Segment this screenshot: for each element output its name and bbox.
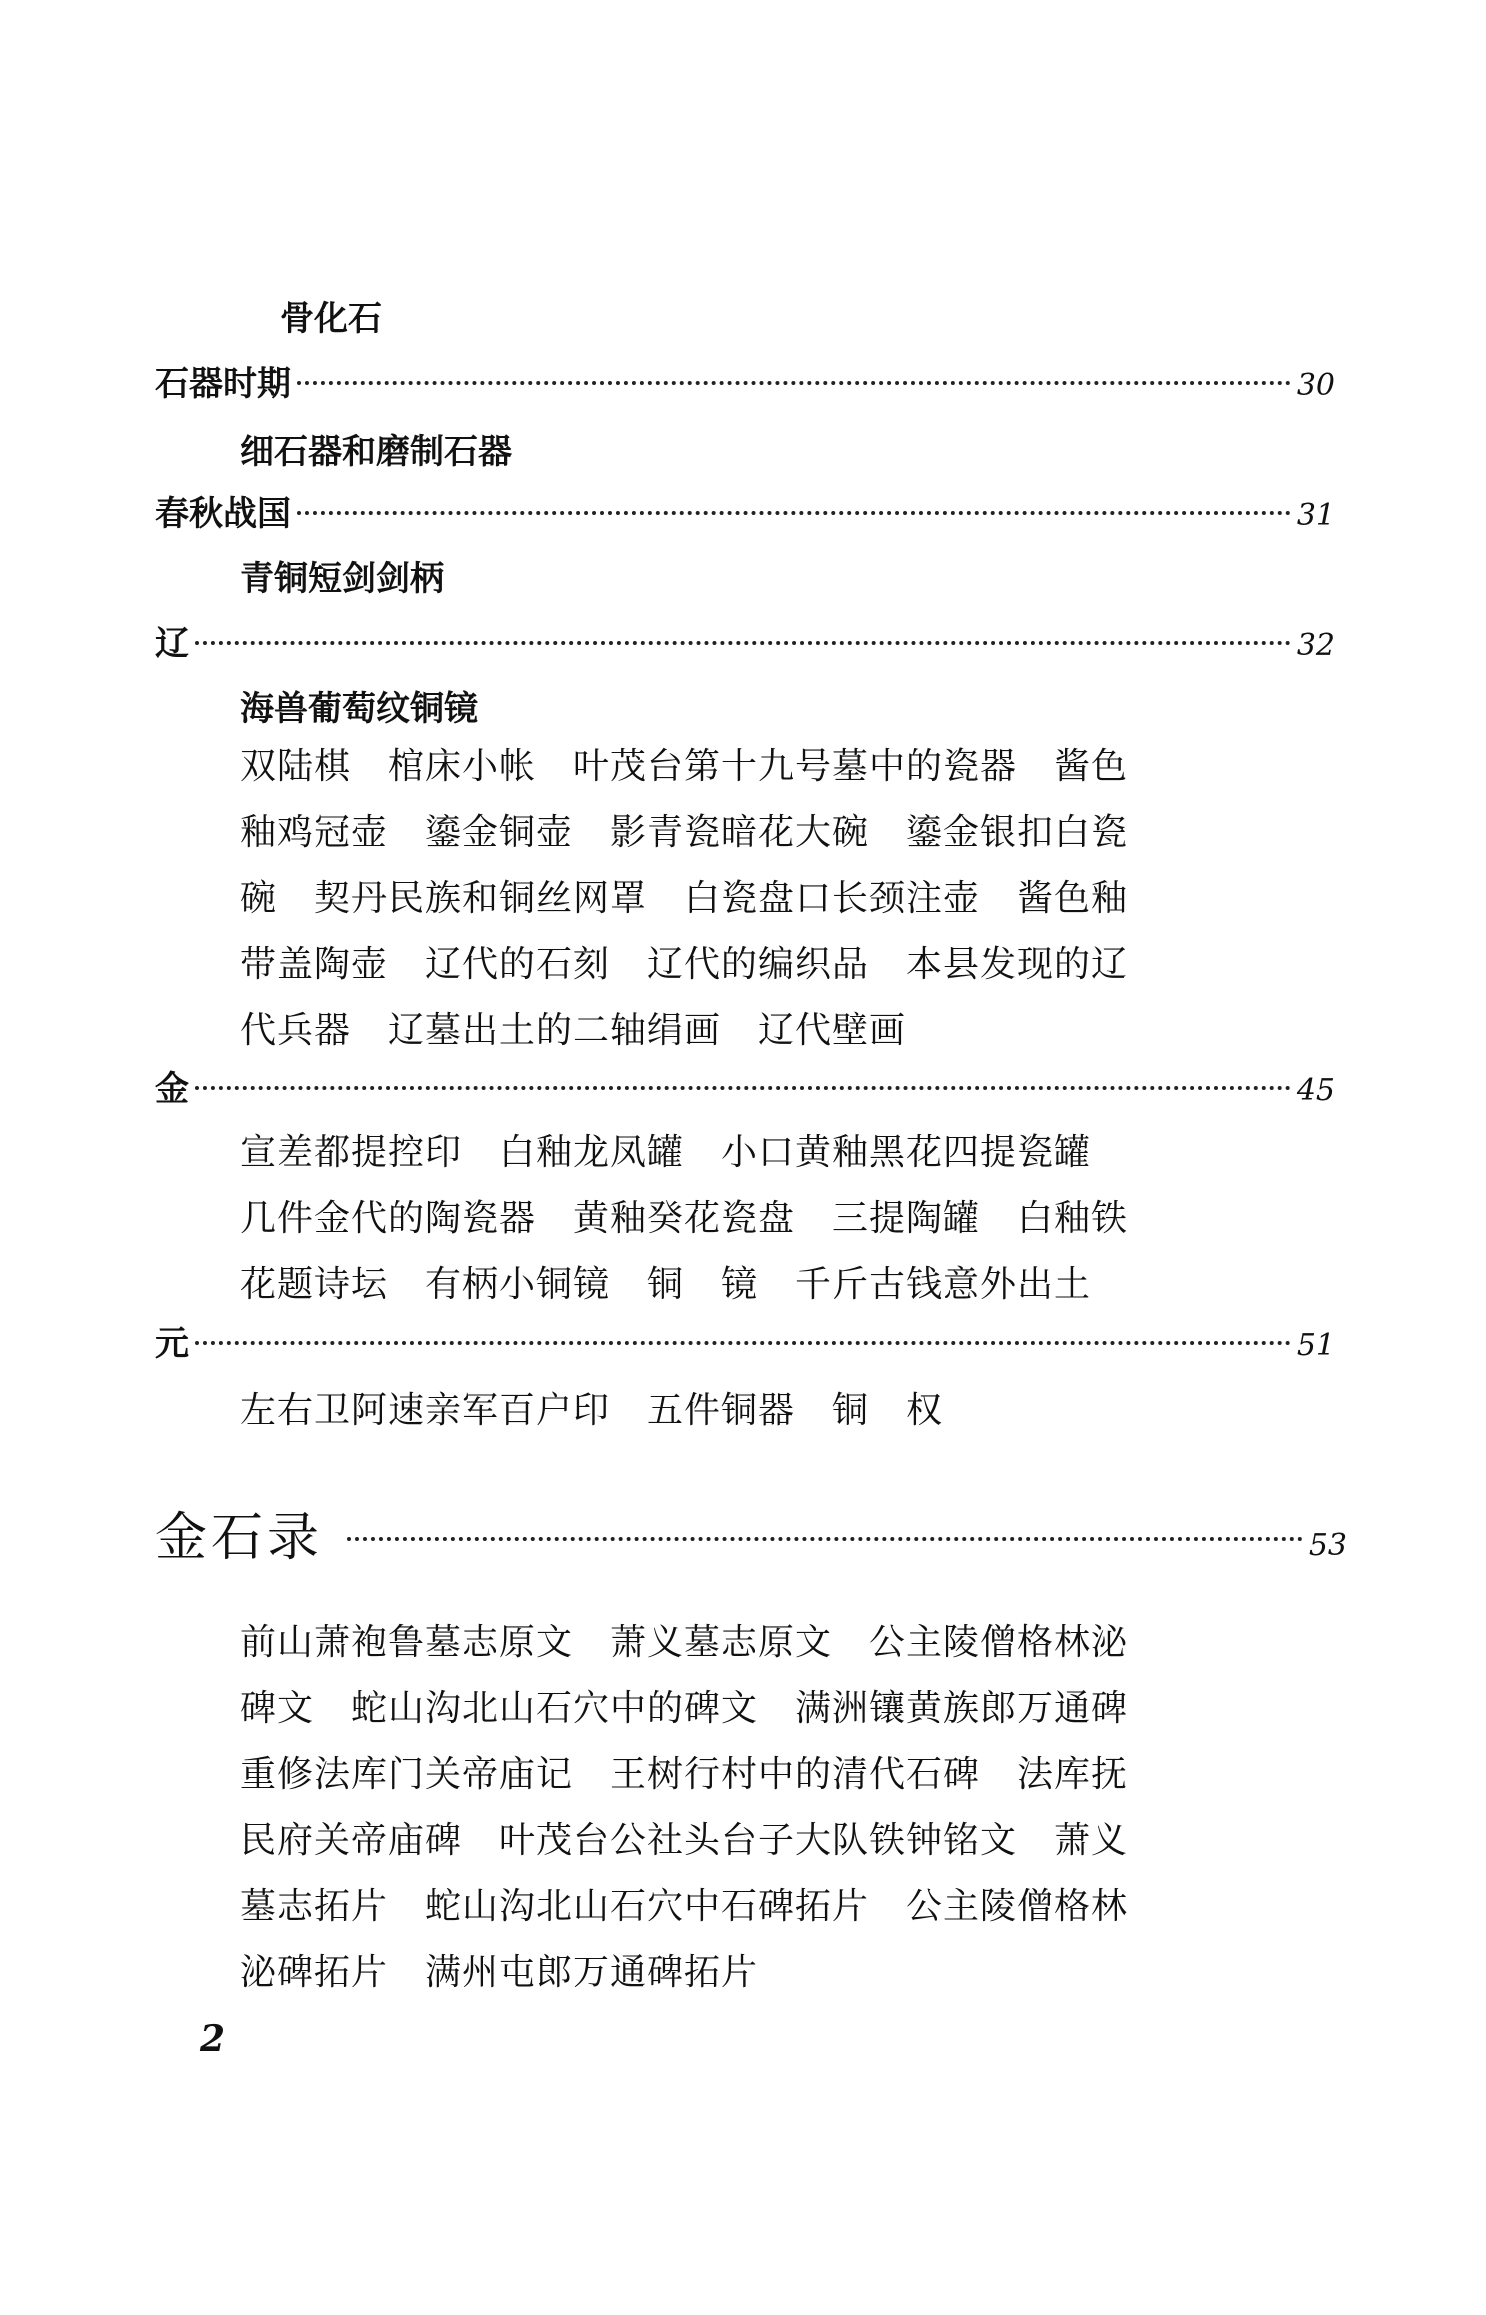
- section-page: 53: [1308, 1528, 1347, 1563]
- dot-leader: [195, 1086, 1291, 1090]
- dot-leader: [347, 1537, 1303, 1541]
- toc-sub-item: 海兽葡萄纹铜镜: [240, 689, 478, 729]
- dot-leader: [195, 1341, 1291, 1345]
- toc-sub-fossil: 骨化石: [280, 299, 382, 339]
- liao-items: [240, 734, 1260, 1064]
- toc-heading: 元: [155, 1324, 189, 1364]
- text-line: 碗 契丹民族和铜丝网罩 白瓷盘口长颈注壶 酱色釉: [240, 878, 1129, 919]
- toc-row-liao: [155, 620, 1335, 668]
- toc-heading: 石器时期: [155, 364, 291, 404]
- text-line: 左右卫阿速亲军百户印 五件铜器 铜 权: [240, 1390, 944, 1431]
- dot-leader: [297, 381, 1291, 385]
- text-line: 墓志拓片 蛇山沟北山石穴中石碑拓片 公主陵僧格林: [240, 1886, 1129, 1927]
- toc-sub-item: 细石器和磨制石器: [240, 432, 512, 472]
- section-items: [240, 1610, 1260, 2006]
- text-line: 几件金代的陶瓷器 黄釉癸花瓷盘 三提陶罐 白釉铁: [240, 1198, 1129, 1239]
- toc-row-jin: [155, 1065, 1335, 1113]
- text-line: 重修法库门关帝庙记 王树行村中的清代石碑 法库抚: [240, 1754, 1129, 1795]
- text-line: 釉鸡冠壶 鎏金铜壶 影青瓷暗花大碗 鎏金银扣白瓷: [240, 812, 1129, 853]
- jin-items: [240, 1120, 1260, 1318]
- toc-row-stone-age: [155, 360, 1335, 408]
- toc-page: 32: [1296, 628, 1335, 663]
- toc-heading: 金: [155, 1069, 189, 1109]
- text-line: 泌碑拓片 满州屯郎万通碑拓片: [240, 1952, 759, 1993]
- section-title: 金石录: [155, 1510, 324, 1567]
- text-line: 双陆棋 棺床小帐 叶茂台第十九号墓中的瓷器 酱色: [240, 746, 1129, 787]
- toc-row-yuan: [155, 1320, 1335, 1368]
- dot-leader: [195, 641, 1291, 645]
- text-line: 代兵器 辽墓出土的二轴绢画 辽代壁画: [240, 1010, 907, 1051]
- toc-page: 30: [1296, 368, 1335, 403]
- toc-row-spring-autumn: [155, 490, 1335, 538]
- dot-leader: [297, 511, 1291, 515]
- section-jinshilu: [155, 1495, 1347, 1565]
- text-line: 碑文 蛇山沟北山石穴中的碑文 满洲镶黄族郎万通碑: [240, 1688, 1129, 1729]
- text-line: 前山萧袍鲁墓志原文 萧义墓志原文 公主陵僧格林泌: [240, 1622, 1129, 1663]
- toc-page: 45: [1296, 1073, 1335, 1108]
- text-line: 宣差都提控印 白釉龙凤罐 小口黄釉黑花四提瓷罐: [240, 1132, 1092, 1173]
- yuan-items: [240, 1378, 1260, 1444]
- toc-sub-item: 青铜短剑剑柄: [240, 559, 444, 599]
- toc-page: 51: [1296, 1328, 1335, 1363]
- toc-page: 31: [1296, 498, 1335, 533]
- toc-heading: 辽: [155, 624, 189, 664]
- page-number: 2: [200, 2018, 226, 2060]
- text-line: 花题诗坛 有柄小铜镜 铜 镜 千斤古钱意外出土: [240, 1264, 1092, 1305]
- text-line: 民府关帝庙碑 叶茂台公社头台子大队铁钟铭文 萧义: [240, 1820, 1129, 1861]
- toc-heading: 春秋战国: [155, 494, 291, 534]
- text-line: 带盖陶壶 辽代的石刻 辽代的编织品 本县发现的辽: [240, 944, 1129, 985]
